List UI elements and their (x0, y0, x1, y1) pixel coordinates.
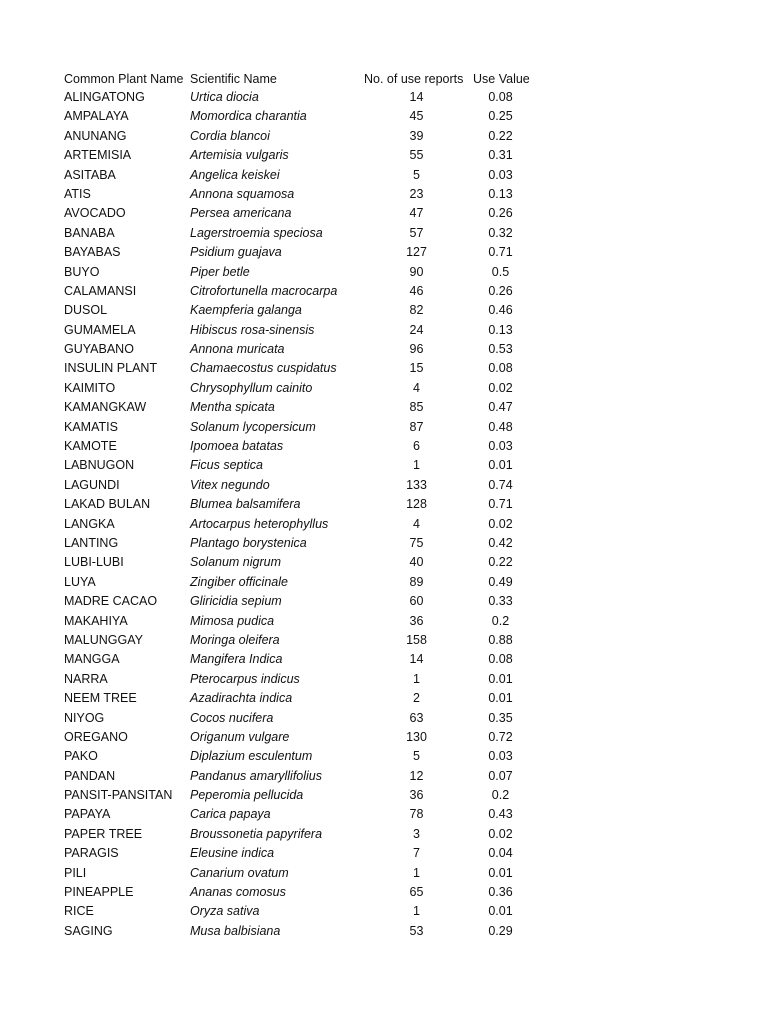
use-value-cell: 0.03 (488, 167, 513, 182)
use-reports-cell: 12 (409, 768, 424, 783)
table-row (64, 747, 544, 766)
common-plant-name-cell: RICE (64, 904, 94, 919)
table-row (64, 263, 544, 282)
use-reports-cell: 4 (413, 516, 420, 531)
use-reports-cell: 85 (409, 400, 424, 415)
use-value-cell: 0.22 (488, 128, 513, 143)
use-reports-cell: 57 (409, 225, 424, 240)
common-plant-name-cell: ALINGATONG (64, 90, 145, 104)
table-row (64, 592, 544, 611)
table-header-row (64, 70, 544, 88)
common-plant-name-cell: KAIMITO (64, 380, 116, 395)
table-row (64, 767, 544, 786)
scientific-name-cell: Cordia blancoi (190, 128, 270, 143)
table-row (64, 844, 544, 863)
common-plant-name-cell: PINEAPPLE (64, 885, 134, 900)
use-value-cell: 0.01 (488, 904, 513, 919)
use-value-cell: 0.07 (488, 768, 513, 783)
common-plant-name-cell: PILI (64, 865, 87, 880)
table-row (64, 902, 544, 921)
use-value-cell: 0.48 (488, 419, 513, 434)
use-reports-cell: 7 (413, 846, 420, 861)
use-value-cell: 0.03 (488, 439, 513, 454)
use-reports-cell: 82 (409, 303, 424, 318)
use-reports-cell: 60 (409, 594, 424, 609)
table-row (64, 864, 544, 883)
table-row (64, 127, 544, 146)
use-value-cell: 0.08 (488, 361, 513, 376)
scientific-name-cell: Origanum vulgare (190, 729, 290, 744)
table-row (64, 689, 544, 708)
scientific-name-cell: Oryza sativa (190, 904, 260, 919)
use-reports-cell: 46 (409, 283, 424, 298)
scientific-name-cell: Cocos nucifera (190, 710, 274, 725)
use-reports-cell: 90 (409, 264, 424, 279)
scientific-name-cell: Solanum nigrum (190, 555, 282, 570)
use-reports-cell: 1 (413, 458, 420, 473)
common-plant-name-cell: LUYA (64, 574, 96, 589)
table-row (64, 107, 544, 126)
scientific-name-cell: Ananas comosus (190, 885, 286, 900)
table-row (64, 650, 544, 669)
scientific-name-cell: Ipomoea batatas (190, 439, 284, 454)
scientific-name-cell: Canarium ovatum (190, 865, 289, 880)
use-reports-cell: 45 (409, 109, 424, 124)
table-row (64, 359, 544, 378)
common-plant-name-cell: KAMATIS (64, 419, 118, 434)
use-reports-cell: 36 (409, 788, 424, 803)
use-reports-cell: 78 (409, 807, 424, 822)
use-value-cell: 0.71 (488, 497, 513, 512)
use-value-cell: 0.36 (488, 885, 513, 900)
use-value-cell: 0.88 (488, 632, 513, 647)
scientific-name-cell: Peperomia pellucida (190, 788, 304, 803)
table-row (64, 282, 544, 301)
use-reports-cell: 36 (409, 613, 424, 628)
scientific-name-cell: Artocarpus heterophyllus (190, 516, 329, 531)
common-plant-name-cell: BANABA (64, 225, 115, 240)
scientific-name-cell: Annona squamosa (190, 186, 295, 201)
scientific-name-cell: Mimosa pudica (190, 613, 275, 628)
use-reports-cell: 24 (409, 322, 424, 337)
scientific-name-cell: Artemisia vulgaris (190, 148, 289, 163)
table-row (64, 379, 544, 398)
header-common-plant-name: Common Plant Name (64, 72, 184, 86)
table-row (64, 922, 544, 941)
use-value-cell: 0.02 (488, 380, 513, 395)
use-value-cell: 0.08 (488, 652, 513, 667)
scientific-name-cell: Psidium guajava (190, 245, 282, 260)
use-reports-cell: 55 (409, 148, 424, 163)
table-row (64, 301, 544, 320)
use-reports-cell: 127 (406, 245, 427, 260)
scientific-name-cell: Chamaecostus cuspidatus (190, 361, 337, 376)
common-plant-name-cell: BAYABAS (64, 245, 121, 260)
table-row (64, 631, 544, 650)
use-value-cell: 0.42 (488, 535, 513, 550)
table-row (64, 340, 544, 359)
common-plant-name-cell: KAMANGKAW (64, 400, 147, 415)
common-plant-name-cell: MAKAHIYA (64, 613, 128, 628)
use-reports-cell: 1 (413, 904, 420, 919)
common-plant-name-cell: PARAGIS (64, 846, 119, 861)
use-reports-cell: 40 (409, 555, 424, 570)
table-row (64, 224, 544, 243)
use-reports-cell: 53 (409, 923, 424, 938)
common-plant-name-cell: PAPAYA (64, 807, 111, 822)
use-reports-cell: 133 (406, 477, 427, 492)
scientific-name-cell: Carica papaya (190, 807, 271, 822)
common-plant-name-cell: LAKAD BULAN (64, 497, 151, 512)
use-value-cell: 0.02 (488, 516, 513, 531)
common-plant-name-cell: LUBI-LUBI (64, 555, 124, 570)
common-plant-name-cell: MANGGA (64, 652, 120, 667)
table-row (64, 573, 544, 592)
common-plant-name-cell: DUSOL (64, 303, 108, 318)
scientific-name-cell: Moringa oleifera (190, 632, 280, 647)
use-value-cell: 0.72 (488, 729, 513, 744)
use-value-cell: 0.49 (488, 574, 513, 589)
scientific-name-cell: Broussonetia papyrifera (190, 826, 323, 841)
scientific-name-cell: Hibiscus rosa-sinensis (190, 322, 315, 337)
use-value-cell: 0.2 (491, 613, 510, 628)
common-plant-name-cell: INSULIN PLANT (64, 361, 158, 376)
use-value-cell: 0.01 (488, 458, 513, 473)
table-row (64, 476, 544, 495)
common-plant-name-cell: NEEM TREE (64, 691, 137, 706)
table-row (64, 709, 544, 728)
common-plant-name-cell: SAGING (64, 923, 113, 938)
scientific-name-cell: Chrysophyllum cainito (190, 380, 313, 395)
scientific-name-cell: Eleusine indica (190, 846, 275, 861)
use-reports-cell: 6 (413, 439, 420, 454)
use-value-cell: 0.46 (488, 303, 513, 318)
scientific-name-cell: Persea americana (190, 206, 292, 221)
use-value-cell: 0.2 (491, 788, 510, 803)
scientific-name-cell: Mangifera Indica (190, 652, 283, 667)
use-value-cell: 0.26 (488, 283, 513, 298)
use-reports-cell: 5 (413, 167, 420, 182)
common-plant-name-cell: NIYOG (64, 710, 105, 725)
table-row (64, 146, 544, 165)
scientific-name-cell: Mentha spicata (190, 400, 275, 415)
use-value-cell: 0.01 (488, 865, 513, 880)
use-value-cell: 0.31 (488, 148, 513, 163)
table-row (64, 398, 544, 417)
common-plant-name-cell: ARTEMISIA (64, 148, 132, 163)
scientific-name-cell: Pterocarpus indicus (190, 671, 300, 686)
use-value-cell: 0.47 (488, 400, 513, 415)
scientific-name-cell: Pandanus amaryllifolius (190, 768, 323, 783)
scientific-name-cell: Gliricidia sepium (190, 594, 282, 609)
use-reports-cell: 96 (409, 342, 424, 357)
scientific-name-cell: Azadirachta indica (190, 691, 293, 706)
table-row (64, 805, 544, 824)
table-row (64, 321, 544, 340)
use-value-cell: 0.13 (488, 186, 513, 201)
table-row (64, 883, 544, 902)
use-value-cell: 0.74 (488, 477, 513, 492)
use-reports-cell: 47 (409, 206, 424, 221)
table-body (64, 88, 544, 941)
common-plant-name-cell: KAMOTE (64, 439, 117, 454)
use-value-cell: 0.13 (488, 322, 513, 337)
table-row (64, 437, 544, 456)
scientific-name-cell: Diplazium esculentum (190, 749, 313, 764)
use-reports-cell: 128 (406, 497, 427, 512)
use-value-cell: 0.03 (488, 749, 513, 764)
table-row (64, 495, 544, 514)
common-plant-name-cell: BUYO (64, 264, 100, 279)
table-row (64, 243, 544, 262)
table-row (64, 418, 544, 437)
scientific-name-cell: Piper betle (190, 264, 250, 279)
common-plant-name-cell: GUYABANO (64, 342, 134, 357)
use-value-cell: 0.5 (491, 264, 510, 279)
header-use-value: Use Value (473, 72, 530, 86)
table-row (64, 612, 544, 631)
common-plant-name-cell: OREGANO (64, 729, 128, 744)
use-reports-cell: 15 (409, 361, 424, 376)
common-plant-name-cell: GUMAMELA (64, 322, 136, 337)
common-plant-name-cell: LABNUGON (64, 458, 135, 473)
table-row (64, 825, 544, 844)
use-reports-cell: 75 (409, 535, 424, 550)
common-plant-name-cell: PAKO (64, 749, 98, 764)
table-row (64, 728, 544, 747)
use-reports-cell: 14 (409, 90, 424, 104)
scientific-name-cell: Angelica keiskei (190, 167, 280, 182)
use-value-cell: 0.25 (488, 109, 513, 124)
scientific-name-cell: Ficus septica (190, 458, 263, 473)
common-plant-name-cell: ANUNANG (64, 128, 127, 143)
scientific-name-cell: Citrofortunella macrocarpa (190, 283, 338, 298)
use-reports-cell: 14 (409, 652, 424, 667)
use-value-cell: 0.53 (488, 342, 513, 357)
common-plant-name-cell: ATIS (64, 186, 91, 201)
use-value-cell: 0.08 (488, 90, 513, 104)
scientific-name-cell: Annona muricata (190, 342, 285, 357)
use-reports-cell: 89 (409, 574, 424, 589)
use-value-cell: 0.33 (488, 594, 513, 609)
table-row (64, 553, 544, 572)
table-row (64, 456, 544, 475)
use-value-cell: 0.01 (488, 691, 513, 706)
use-reports-cell: 87 (409, 419, 424, 434)
scientific-name-cell: Musa balbisiana (190, 923, 281, 938)
scientific-name-cell: Blumea balsamifera (190, 497, 301, 512)
use-reports-cell: 23 (409, 186, 424, 201)
table-row (64, 515, 544, 534)
scientific-name-cell: Vitex negundo (190, 477, 270, 492)
use-value-cell: 0.32 (488, 225, 513, 240)
use-value-cell: 0.71 (488, 245, 513, 260)
use-value-cell: 0.02 (488, 826, 513, 841)
common-plant-name-cell: LAGUNDI (64, 477, 120, 492)
use-value-cell: 0.43 (488, 807, 513, 822)
use-reports-cell: 158 (406, 632, 427, 647)
table-row (64, 670, 544, 689)
use-reports-cell: 39 (409, 128, 424, 143)
common-plant-name-cell: PANDAN (64, 768, 116, 783)
table-row (64, 166, 544, 185)
common-plant-name-cell: PAPER TREE (64, 826, 143, 841)
common-plant-name-cell: MALUNGGAY (64, 632, 143, 647)
common-plant-name-cell: LANTING (64, 535, 119, 550)
common-plant-name-cell: LANGKA (64, 516, 115, 531)
scientific-name-cell: Kaempferia galanga (190, 303, 302, 318)
table-row (64, 534, 544, 553)
common-plant-name-cell: MADRE CACAO (64, 594, 158, 609)
use-value-cell: 0.29 (488, 923, 513, 938)
header-use-reports: No. of use reports (364, 72, 464, 86)
use-reports-cell: 3 (413, 826, 420, 841)
scientific-name-cell: Urtica diocia (190, 90, 259, 104)
common-plant-name-cell: AMPALAYA (64, 109, 129, 124)
common-plant-name-cell: CALAMANSI (64, 283, 137, 298)
use-reports-cell: 1 (413, 865, 420, 880)
use-reports-cell: 4 (413, 380, 420, 395)
use-reports-cell: 1 (413, 671, 420, 686)
use-reports-cell: 63 (409, 710, 424, 725)
scientific-name-cell: Lagerstroemia speciosa (190, 225, 323, 240)
use-value-cell: 0.26 (488, 206, 513, 221)
table-row (64, 88, 544, 107)
use-reports-cell: 2 (413, 691, 420, 706)
table-row (64, 786, 544, 805)
header-scientific-name: Scientific Name (190, 72, 277, 86)
use-value-cell: 0.04 (488, 846, 513, 861)
common-plant-name-cell: PANSIT-PANSITAN (64, 788, 173, 803)
scientific-name-cell: Plantago borystenica (190, 535, 307, 550)
use-reports-cell: 130 (406, 729, 427, 744)
scientific-name-cell: Zingiber officinale (190, 574, 288, 589)
use-reports-cell: 65 (409, 885, 424, 900)
use-value-cell: 0.35 (488, 710, 513, 725)
common-plant-name-cell: NARRA (64, 671, 108, 686)
use-reports-cell: 5 (413, 749, 420, 764)
scientific-name-cell: Solanum lycopersicum (190, 419, 316, 434)
scientific-name-cell: Momordica charantia (190, 109, 307, 124)
use-value-cell: 0.01 (488, 671, 513, 686)
table-row (64, 204, 544, 223)
table-row (64, 185, 544, 204)
plant-use-table (64, 70, 544, 941)
use-value-cell: 0.22 (488, 555, 513, 570)
common-plant-name-cell: AVOCADO (64, 206, 126, 221)
common-plant-name-cell: ASITABA (64, 167, 116, 182)
